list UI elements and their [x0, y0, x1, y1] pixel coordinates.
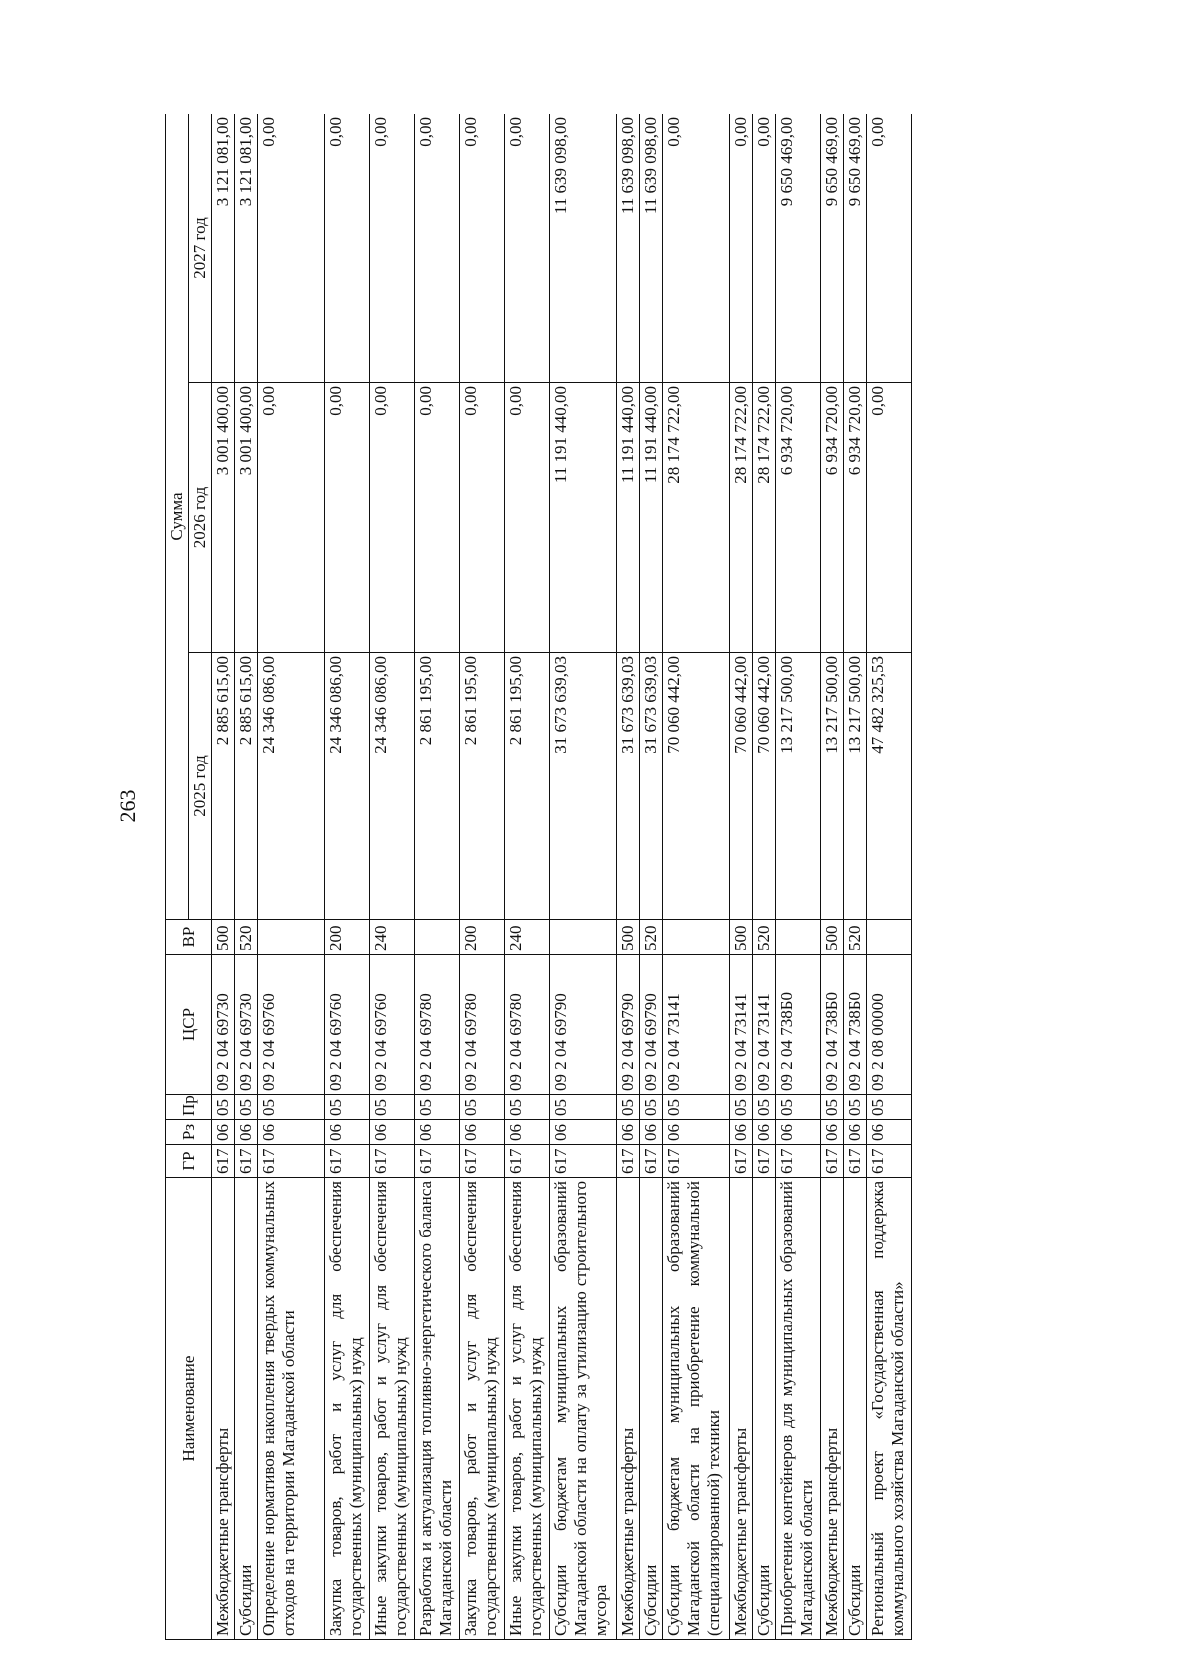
cell-pr: 05	[617, 1095, 640, 1120]
cell-name: Закупка товаров, работ и услуг для обеспечения государственных (муниципальных) нужд	[325, 1178, 370, 1640]
cell-rz: 06	[235, 1120, 258, 1145]
cell-name: Межбюджетные трансферты	[617, 1178, 640, 1640]
cell-gr: 617	[460, 1145, 505, 1178]
cell-gr: 617	[844, 1145, 867, 1178]
cell-name: Межбюджетные трансферты	[212, 1178, 235, 1640]
cell-sum-2026: 6 934 720,00	[844, 383, 867, 653]
cell-sum-2027: 0,00	[753, 114, 776, 383]
cell-rz: 06	[258, 1120, 325, 1145]
cell-sum-2027: 0,00	[730, 114, 753, 383]
cell-sum-2025: 47 482 325,53	[867, 653, 912, 920]
cell-sum-2026: 0,00	[325, 383, 370, 653]
cell-vr: 240	[505, 920, 550, 955]
cell-pr: 05	[730, 1095, 753, 1120]
cell-pr: 05	[844, 1095, 867, 1120]
cell-sum-2027: 0,00	[370, 114, 415, 383]
cell-csr: 09 2 04 69730	[235, 955, 258, 1095]
cell-csr: 09 2 04 69790	[550, 955, 617, 1095]
cell-pr: 05	[415, 1095, 460, 1120]
cell-gr: 617	[753, 1145, 776, 1178]
cell-sum-2027: 9 650 469,00	[844, 114, 867, 383]
cell-vr: 520	[640, 920, 663, 955]
cell-sum-2025: 70 060 442,00	[730, 653, 753, 920]
cell-pr: 05	[663, 1095, 730, 1120]
header-sum: Сумма	[166, 114, 189, 920]
cell-sum-2026: 28 174 722,00	[663, 383, 730, 653]
cell-pr: 05	[505, 1095, 550, 1120]
cell-gr: 617	[640, 1145, 663, 1178]
cell-name: Региональный проект «Государственная поддержка коммунального хозяйства Магаданской области»	[867, 1178, 912, 1640]
cell-gr: 617	[370, 1145, 415, 1178]
cell-vr: 520	[235, 920, 258, 955]
cell-rz: 06	[753, 1120, 776, 1145]
table-row	[821, 114, 844, 1640]
cell-sum-2027: 0,00	[258, 114, 325, 383]
cell-sum-2026: 0,00	[505, 383, 550, 653]
table-rotated-frame	[165, 114, 991, 1640]
cell-sum-2026: 0,00	[867, 383, 912, 653]
cell-rz: 06	[867, 1120, 912, 1145]
cell-vr: 500	[821, 920, 844, 955]
cell-pr: 05	[550, 1095, 617, 1120]
cell-rz: 06	[550, 1120, 617, 1145]
cell-sum-2027: 11 639 098,00	[640, 114, 663, 383]
cell-sum-2027: 0,00	[325, 114, 370, 383]
header-name: Наименование	[166, 1178, 212, 1640]
cell-gr: 617	[212, 1145, 235, 1178]
cell-name: Субсидии бюджетам муниципальных образований Магаданской области на оплату за утилизацию строительного мусора	[550, 1178, 617, 1640]
cell-gr: 617	[258, 1145, 325, 1178]
header-pr: Пр	[166, 1095, 212, 1120]
cell-sum-2025: 2 861 195,00	[460, 653, 505, 920]
cell-sum-2027: 0,00	[415, 114, 460, 383]
cell-sum-2025: 2 885 615,00	[235, 653, 258, 920]
cell-vr: 200	[325, 920, 370, 955]
table-row	[663, 114, 730, 1640]
cell-csr: 09 2 04 69790	[617, 955, 640, 1095]
cell-name: Межбюджетные трансферты	[821, 1178, 844, 1640]
table-row	[325, 114, 370, 1640]
cell-name: Межбюджетные трансферты	[730, 1178, 753, 1640]
cell-sum-2025: 70 060 442,00	[753, 653, 776, 920]
cell-sum-2026: 11 191 440,00	[640, 383, 663, 653]
cell-gr: 617	[776, 1145, 821, 1178]
cell-name: Определение нормативов накопления твердых коммунальных отходов на территории Магаданской области	[258, 1178, 325, 1640]
cell-vr: 500	[212, 920, 235, 955]
cell-gr: 617	[821, 1145, 844, 1178]
cell-name: Разработка и актуализация топливно-энергетического баланса Магаданской области	[415, 1178, 460, 1640]
cell-name: Закупка товаров, работ и услуг для обеспечения государственных (муниципальных) нужд	[460, 1178, 505, 1640]
table-row	[776, 114, 821, 1640]
cell-name: Субсидии бюджетам муниципальных образований Магаданской области на приобретение коммунальной (специализированной) техники	[663, 1178, 730, 1640]
cell-rz: 06	[776, 1120, 821, 1145]
cell-sum-2026: 11 191 440,00	[550, 383, 617, 653]
cell-pr: 05	[776, 1095, 821, 1120]
cell-sum-2025: 2 861 195,00	[415, 653, 460, 920]
cell-name: Иные закупки товаров, работ и услуг для обеспечения государственных (муниципальных) нужд	[505, 1178, 550, 1640]
cell-rz: 06	[663, 1120, 730, 1145]
cell-gr: 617	[663, 1145, 730, 1178]
table-row	[617, 114, 640, 1640]
cell-csr: 09 2 04 69780	[415, 955, 460, 1095]
cell-rz: 06	[370, 1120, 415, 1145]
cell-vr	[258, 920, 325, 955]
cell-pr: 05	[821, 1095, 844, 1120]
cell-rz: 06	[844, 1120, 867, 1145]
cell-gr: 617	[730, 1145, 753, 1178]
cell-vr: 520	[753, 920, 776, 955]
cell-vr	[776, 920, 821, 955]
cell-gr: 617	[325, 1145, 370, 1178]
cell-sum-2025: 31 673 639,03	[617, 653, 640, 920]
cell-name: Субсидии	[753, 1178, 776, 1640]
table-row	[370, 114, 415, 1640]
cell-sum-2026: 28 174 722,00	[730, 383, 753, 653]
cell-rz: 06	[640, 1120, 663, 1145]
table-row	[753, 114, 776, 1640]
cell-sum-2025: 2 885 615,00	[212, 653, 235, 920]
table-row	[730, 114, 753, 1640]
budget-table	[165, 114, 912, 1640]
cell-sum-2026: 0,00	[460, 383, 505, 653]
cell-sum-2026: 0,00	[258, 383, 325, 653]
cell-sum-2025: 31 673 639,03	[640, 653, 663, 920]
cell-sum-2027: 11 639 098,00	[550, 114, 617, 383]
cell-gr: 617	[505, 1145, 550, 1178]
cell-name: Приобретение контейнеров для муниципальных образований Магаданской области	[776, 1178, 821, 1640]
cell-vr: 500	[730, 920, 753, 955]
cell-csr: 09 2 04 69760	[258, 955, 325, 1095]
table-row	[258, 114, 325, 1640]
page-number: 263	[115, 789, 140, 823]
table-row	[550, 114, 617, 1640]
cell-sum-2025: 13 217 500,00	[821, 653, 844, 920]
cell-sum-2026: 11 191 440,00	[617, 383, 640, 653]
table-row	[867, 114, 912, 1640]
cell-rz: 06	[460, 1120, 505, 1145]
cell-csr: 09 2 04 69780	[460, 955, 505, 1095]
header-vr: ВР	[166, 920, 212, 955]
table-container	[165, 114, 991, 1640]
cell-vr	[550, 920, 617, 955]
cell-sum-2027: 9 650 469,00	[776, 114, 821, 383]
cell-sum-2025: 24 346 086,00	[325, 653, 370, 920]
header-rz: Рз	[166, 1120, 212, 1145]
cell-csr: 09 2 04 73141	[663, 955, 730, 1095]
cell-name: Субсидии	[235, 1178, 258, 1640]
cell-gr: 617	[235, 1145, 258, 1178]
cell-rz: 06	[730, 1120, 753, 1145]
table-row	[460, 114, 505, 1640]
cell-sum-2027: 11 639 098,00	[617, 114, 640, 383]
cell-vr	[663, 920, 730, 955]
table-row	[235, 114, 258, 1640]
cell-pr: 05	[460, 1095, 505, 1120]
cell-sum-2027: 0,00	[867, 114, 912, 383]
cell-sum-2025: 31 673 639,03	[550, 653, 617, 920]
header-2027: 2027 год	[189, 114, 212, 383]
cell-pr: 05	[753, 1095, 776, 1120]
cell-sum-2027: 0,00	[505, 114, 550, 383]
cell-pr: 05	[370, 1095, 415, 1120]
cell-csr: 09 2 04 69760	[325, 955, 370, 1095]
table-row	[212, 114, 235, 1640]
cell-vr: 500	[617, 920, 640, 955]
cell-sum-2026: 0,00	[415, 383, 460, 653]
cell-sum-2025: 13 217 500,00	[844, 653, 867, 920]
cell-rz: 06	[415, 1120, 460, 1145]
cell-pr: 05	[325, 1095, 370, 1120]
cell-vr: 240	[370, 920, 415, 955]
cell-sum-2025: 2 861 195,00	[505, 653, 550, 920]
cell-pr: 05	[212, 1095, 235, 1120]
cell-pr: 05	[640, 1095, 663, 1120]
cell-sum-2027: 3 121 081,00	[235, 114, 258, 383]
table-row	[505, 114, 550, 1640]
cell-sum-2027: 3 121 081,00	[212, 114, 235, 383]
header-csr: ЦСР	[166, 955, 212, 1095]
cell-sum-2026: 6 934 720,00	[776, 383, 821, 653]
cell-sum-2026: 28 174 722,00	[753, 383, 776, 653]
cell-csr: 09 2 04 738Б0	[821, 955, 844, 1095]
cell-sum-2025: 70 060 442,00	[663, 653, 730, 920]
cell-rz: 06	[617, 1120, 640, 1145]
cell-csr: 09 2 08 00000	[867, 955, 912, 1095]
cell-csr: 09 2 04 73141	[730, 955, 753, 1095]
table-body	[212, 114, 912, 1640]
cell-sum-2026: 3 001 400,00	[235, 383, 258, 653]
cell-vr	[415, 920, 460, 955]
cell-csr: 09 2 04 69730	[212, 955, 235, 1095]
table-row	[640, 114, 663, 1640]
header-2026: 2026 год	[189, 383, 212, 653]
cell-sum-2025: 13 217 500,00	[776, 653, 821, 920]
cell-csr: 09 2 04 69780	[505, 955, 550, 1095]
cell-sum-2027: 9 650 469,00	[821, 114, 844, 383]
cell-csr: 09 2 04 73141	[753, 955, 776, 1095]
cell-gr: 617	[415, 1145, 460, 1178]
header-2025: 2025 год	[189, 653, 212, 920]
cell-sum-2026: 3 001 400,00	[212, 383, 235, 653]
cell-name: Субсидии	[640, 1178, 663, 1640]
cell-sum-2027: 0,00	[460, 114, 505, 383]
cell-sum-2027: 0,00	[663, 114, 730, 383]
cell-gr: 617	[550, 1145, 617, 1178]
cell-rz: 06	[212, 1120, 235, 1145]
cell-pr: 05	[258, 1095, 325, 1120]
table-row	[844, 114, 867, 1640]
cell-csr: 09 2 04 69760	[370, 955, 415, 1095]
cell-vr: 520	[844, 920, 867, 955]
table-row	[415, 114, 460, 1640]
cell-vr	[867, 920, 912, 955]
cell-sum-2025: 24 346 086,00	[370, 653, 415, 920]
cell-vr: 200	[460, 920, 505, 955]
cell-csr: 09 2 04 738Б0	[844, 955, 867, 1095]
cell-sum-2026: 0,00	[370, 383, 415, 653]
cell-rz: 06	[505, 1120, 550, 1145]
cell-rz: 06	[325, 1120, 370, 1145]
cell-gr: 617	[867, 1145, 912, 1178]
header-gr: ГР	[166, 1145, 212, 1178]
cell-pr: 05	[235, 1095, 258, 1120]
cell-name: Иные закупки товаров, работ и услуг для обеспечения государственных (муниципальных) нужд	[370, 1178, 415, 1640]
cell-csr: 09 2 04 738Б0	[776, 955, 821, 1095]
cell-name: Субсидии	[844, 1178, 867, 1640]
cell-pr: 05	[867, 1095, 912, 1120]
cell-rz: 06	[821, 1120, 844, 1145]
cell-sum-2026: 6 934 720,00	[821, 383, 844, 653]
cell-csr: 09 2 04 69790	[640, 955, 663, 1095]
cell-gr: 617	[617, 1145, 640, 1178]
cell-sum-2025: 24 346 086,00	[258, 653, 325, 920]
